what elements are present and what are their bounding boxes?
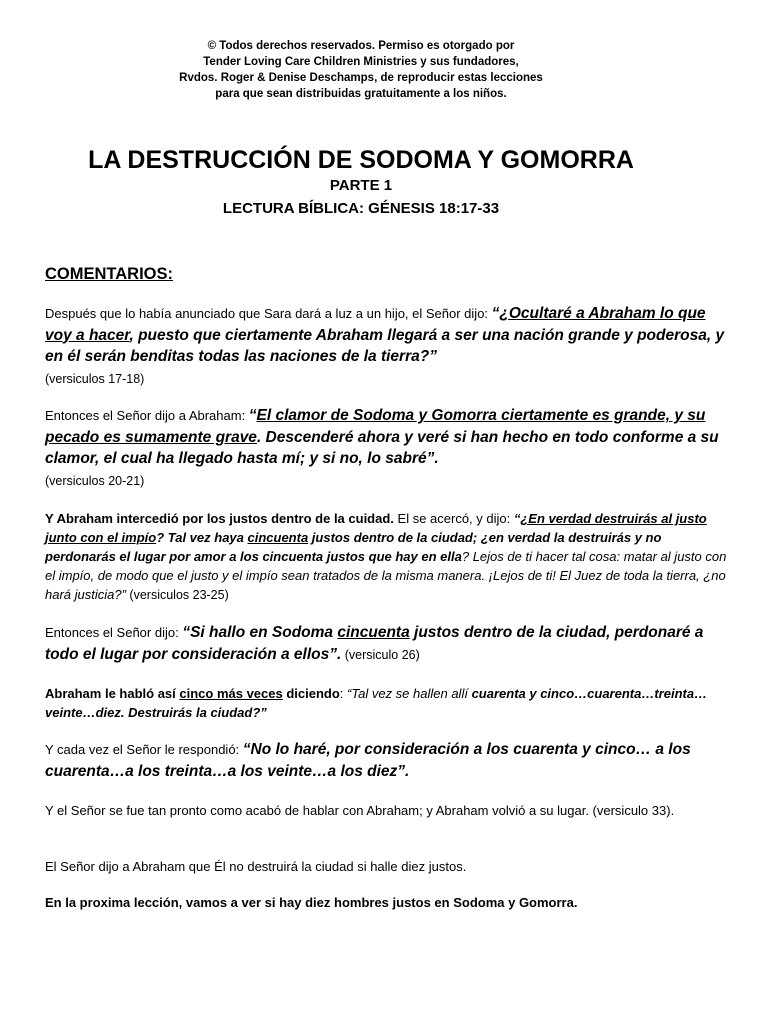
punctuation: : [339,686,348,701]
paragraph-8: El Señor dijo a Abraham que Él no destruirá la ciudad si halle diez justos. [45,859,467,874]
quote-rest: . Descenderé ahora y veré si han hecho en todo conforme a su clamor, el cual ha llegado hasta mí; y si no, lo sabré”. [45,428,719,467]
paragraph-lead: Abraham le habló así [45,686,180,701]
quote: “No lo haré, por consideración a los cuarenta y cinco… a los cuarenta…a los treinta…a los veinte…a los diez”. [45,741,691,780]
paragraph-6 [45,739,730,782]
copyright-notice [0,38,722,102]
paragraph-lead-underlined: cinco más veces [179,686,283,701]
paragraph-intro: Y cada vez el Señor le respondió: [45,742,243,757]
paragraph-7: Y el Señor se fue tan pronto como acabó de hablar con Abraham; y Abraham volvió a su lugar. (versiculo 33). [45,803,675,818]
quote-mark: “ [513,511,521,526]
copyright-line: para que sean distribuidas gratuitamente a los niños. [215,88,507,100]
quote-underlined: El clamor de Sodoma y Gomorra ciertamente es grande, y su pecado es sumamente grave [45,407,706,446]
paragraph-2 [45,405,730,492]
quote-part: justos dentro de la ciudad, perdonaré a todo el lugar por consideración a ellos”. [45,624,704,663]
quote-underlined: cincuenta [337,624,410,641]
verse-reference: (versiculo 26) [341,647,420,662]
paragraph-lead: diciendo [282,686,340,701]
quote-underlined: ¿En verdad destruirás al justo junto con el impío [45,511,707,545]
paragraph-3 [45,509,730,605]
quote-part: “Tal vez se hallen allí [347,686,472,701]
paragraph-lead: Y Abraham intercedió por los justos dentro de la cuidad. [45,511,394,526]
quote-mark: “ [248,407,257,424]
paragraph-4 [45,622,730,666]
quote-part: “Si hallo en Sodoma [182,624,338,641]
comments-heading: COMENTARIOS: [45,265,174,283]
quote-rest: , puesto que ciertamente Abraham llegará a ser una nación grande y poderosa, y en él serán benditas todas las naciones de la tierra?” [45,326,725,365]
paragraph-intro: Entonces el Señor dijo: [45,625,183,640]
bible-reading: LECTURA BÍBLICA: GÉNESIS 18:17-33 [222,200,500,217]
quote-part: . Destruirás la ciudad?” [120,705,267,720]
lesson-part: PARTE 1 [329,177,393,194]
paragraph-5 [45,684,730,722]
lesson-title: LA DESTRUCCIÓN DE SODOMA Y GOMORRA [88,146,634,174]
paragraph-9: En la proxima lección, vamos a ver si hay diez hombres justos en Sodoma y Gomorra. [45,895,578,910]
copyright-line: Tender Loving Care Children Ministries y sus fundadores, [203,56,519,68]
quote-part: ? Tal vez haya [156,530,248,545]
quote-part: ? Lejos de ti hacer tal cosa: matar al justo con el impío, de modo que el justo y el impío sean tratados de la misma manera. ¡Lejos de ti! El Juez de toda la tierra, ¿no hará justicia?” [45,549,727,602]
paragraph-intro: Después que lo había anunciado que Sara dará a luz a un hijo, el Señor dijo: [45,306,492,321]
verse-reference: (versiculos 17-18) [45,371,145,386]
quote-mark: “ [491,305,500,322]
verse-reference: (versiculos 20-21) [45,473,145,488]
verse-reference: (versiculos 23-25) [125,588,229,602]
copyright-line: Rvdos. Roger & Denise Deschamps, de reproducir estas lecciones [179,72,543,84]
paragraph-1 [45,303,730,390]
quote-underlined: cincuenta [247,530,309,545]
quote-part: cuarenta y cinco…cuarenta…treinta…veinte…diez [45,686,708,720]
paragraph-intro: Entonces el Señor dijo a Abraham: [45,408,249,423]
copyright-line: © Todos derechos reservados. Permiso es otorgado por [207,40,515,52]
quote-underlined: ¿Ocultaré a Abraham lo que voy a hacer [45,305,706,344]
quote-part: justos dentro de la ciudad; ¿en verdad la destruirás y no perdonarás el lugar por amor a los cincuenta justos que hay en ella [45,530,662,564]
paragraph-mid: El se acercó, y dijo: [393,511,514,526]
